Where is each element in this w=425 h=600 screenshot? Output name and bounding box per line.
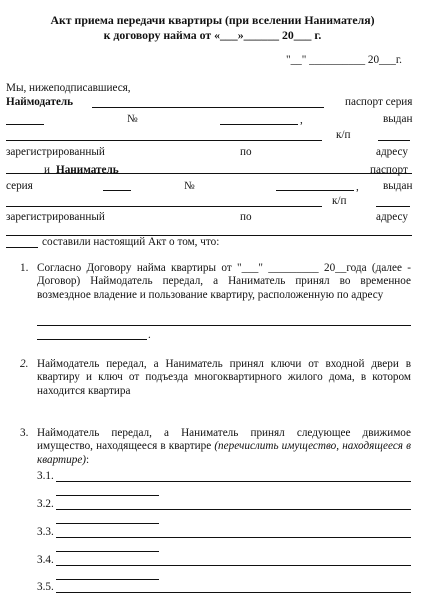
item-1-period: . <box>148 329 151 341</box>
landlord-issued-by-line <box>6 140 322 141</box>
number-sign: № <box>127 113 138 125</box>
subitem-3-2-line-2 <box>56 523 159 524</box>
tenant-number-sign: № <box>184 180 195 192</box>
item-3-main: Наймодатель передал, а Наниматель принял следующее движимое имущество, находящееся в квартире <box>37 427 411 453</box>
subitem-3-1-line-2 <box>56 495 159 496</box>
compiled-text: составили настоящий Акт о том, что: <box>42 236 220 248</box>
document-date: "__" __________ 20___г. <box>286 54 402 66</box>
tenant-series-line <box>103 190 131 191</box>
subitem-3-5-label: 3.5. <box>37 581 54 593</box>
subitem-3-3-label: 3.3. <box>37 526 54 538</box>
landlord-name-line <box>92 107 324 108</box>
and-label: и <box>44 164 50 176</box>
subitem-3-1-line-1 <box>56 481 411 482</box>
tenant-kp-line <box>376 206 410 207</box>
item-1-address-line-1 <box>37 325 411 326</box>
subitem-3-5-line-1 <box>56 592 411 593</box>
document-title: Акт приема передачи квартиры (при вселении Нанимателя) <box>50 13 375 27</box>
tenant-name-line <box>132 173 358 174</box>
tenant-series-label: серия <box>6 180 33 192</box>
subitem-3-2-label: 3.2. <box>37 498 54 510</box>
comma: , <box>300 114 303 126</box>
subitem-3-4-label: 3.4. <box>37 554 54 566</box>
tenant-label: Наниматель <box>56 164 119 176</box>
passport-series-label: паспорт серия <box>345 96 413 108</box>
by-label: по <box>240 146 252 158</box>
landlord-number-line <box>220 124 298 125</box>
landlord-series-line <box>6 124 44 125</box>
subitem-3-3-line-2 <box>56 551 159 552</box>
kp-label: к/п <box>336 129 351 141</box>
intro-text: Мы, нижеподписавшиеся, <box>6 82 131 94</box>
item-2-text: Наймодатель передал, а Наниматель принял ключи от входной двери в квартиру и ключ от подъезда многоквартирного жилого дома, в котором находится квартира <box>37 358 411 397</box>
document-subtitle: к договору найма от «___»______ 20___ г. <box>103 28 322 42</box>
issued-label: выдан <box>383 113 413 125</box>
subitem-3-3-line-1 <box>56 537 411 538</box>
tenant-number-line <box>276 190 354 191</box>
subitem-3-4-line-2 <box>56 579 159 580</box>
subitem-3-4-line-1 <box>56 565 411 566</box>
tenant-comma: , <box>356 181 359 193</box>
tenant-kp-label: к/п <box>332 195 347 207</box>
landlord-address-tail-line <box>6 173 40 174</box>
compiled-prefix-line <box>6 247 38 248</box>
tenant-issued-by-line <box>6 206 322 207</box>
landlord-label: Наймодатель <box>6 96 74 108</box>
landlord-kp-line <box>378 140 410 141</box>
item-2-number: 2. <box>20 358 29 370</box>
item-1-text: Согласно Договору найма квартиры от "___" _________ 20__года (далее - Договор) Наймодатель передал, а Наниматель принял во временное возмездное владение и пользование квартиру, расположенную по адресу <box>37 262 411 301</box>
item-1-number: 1. <box>20 262 29 274</box>
tenant-address-label: адресу <box>376 211 408 223</box>
item-3-italic: (перечислить имущество, находящееся в квартире) <box>37 440 411 466</box>
tenant-by-label: по <box>240 211 252 223</box>
item-1-address-line-2 <box>37 339 147 340</box>
tenant-issued-label: выдан <box>383 180 413 192</box>
item-3-text <box>37 427 411 467</box>
tenant-registered-label: зарегистрированный <box>6 211 105 223</box>
tenant-passport-label: паспорт <box>370 164 408 176</box>
registered-label: зарегистрированный <box>6 146 105 158</box>
item-3-number: 3. <box>20 427 29 439</box>
subitem-3-1-label: 3.1. <box>37 470 54 482</box>
subitem-3-2-line-1 <box>56 509 411 510</box>
item-3-tail: : <box>86 453 90 466</box>
address-label: адресу <box>376 146 408 158</box>
